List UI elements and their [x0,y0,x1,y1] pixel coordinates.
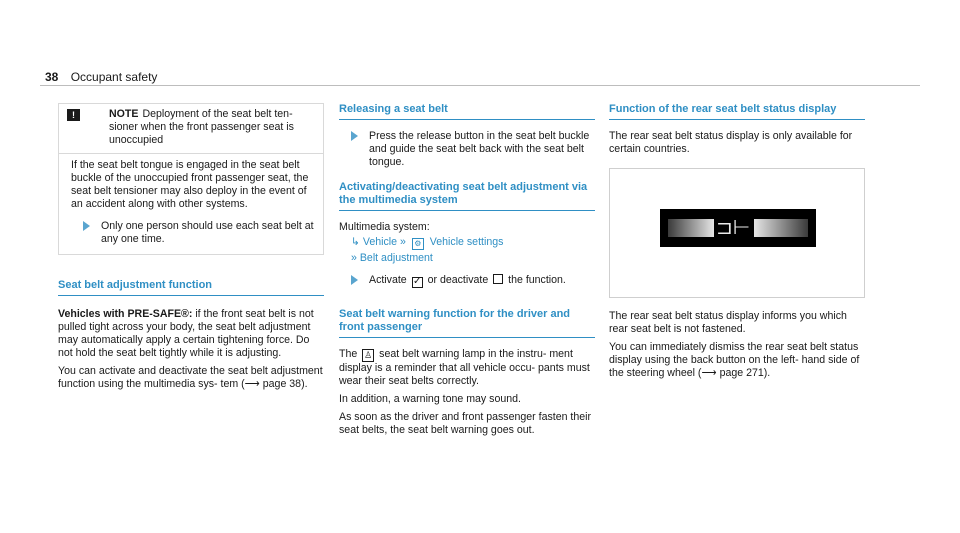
checkbox-empty-icon [493,274,503,284]
note-step-text: Only one person should use each seat belt at any one time. [101,220,314,245]
rear-belt-status-figure [609,168,865,298]
para-warning-lamp [339,348,595,388]
settings-icon: ⚙ [412,238,424,250]
path-chevron-icon: » [351,252,357,264]
column-3 [609,103,865,385]
path-vehicle-settings: Vehicle settings [429,236,504,248]
warning-icon: ! [67,109,80,121]
note-step [71,220,315,246]
column-2 [339,103,595,442]
step-activate-b: or deactivate [427,274,489,286]
note-box [58,103,324,255]
para-activate: You can activate and deactivate the seat belt adjustment function using the multimedia sys- tem (⟶ page 38). [58,365,323,390]
seat-belt-status-image [660,209,816,247]
step-arrow-icon [351,275,358,285]
step-activate-a: Activate [369,274,407,286]
buckle-icon: ⊐⊢ [716,217,751,239]
heading-rear-status: Function of the rear seat belt status display [609,103,865,120]
path-belt-adjustment: Belt adjustment [359,252,433,264]
step-activate [339,274,595,288]
step-arrow-icon [351,131,358,141]
heading-warning-function: Seat belt warning function for the driver and front passenger [339,308,595,338]
section-title: Occupant safety [70,70,158,84]
note-body-text: If the seat belt tongue is engaged in the seat belt buckle of the unoccupied front passenger seat, the seat belt tensioner may also deploy in the event of an accident along with other systems. [71,159,309,210]
column-1 [58,103,324,396]
para-pre-safe [58,308,324,360]
para-pre-safe-bold: Vehicles with PRE-SAFE®: [58,308,193,320]
para-warning-off: As soon as the driver and front passenger fasten their seat belts, the seat belt warning goes out. [339,411,592,436]
para-warning-tone: In addition, a warning tone may sound. [339,393,521,405]
menu-path-2 [339,252,595,265]
step-release-text: Press the release button in the seat belt buckle and guide the seat belt back with the seat belt tongue. [369,130,590,168]
step-release [339,130,595,169]
para-status-dismiss: You can immediately dismiss the rear seat belt status display using the back button on the left- hand side of the steering wheel (⟶ page 271). [609,341,860,379]
multimedia-label: Multimedia system: [339,221,430,233]
para-pre-safe-rest: if the front seat belt is not pulled tight across your body, the seat belt adjustment may automatically apply a certain tightening force. Do not hold the seat belt tightly while it is adjusting. [58,308,314,359]
seat-belt-warning-icon: ♙ [364,350,373,360]
page-header [45,70,157,84]
heading-activating: Activating/deactivating seat belt adjustment via the multimedia system [339,181,595,211]
path-chevron-icon: » [399,236,406,248]
para-warning-lamp-b: seat belt warning lamp in the instru- ment display is a reminder that all vehicle occu- pants must wear their seat belts correctly. [339,348,590,387]
note-label: NOTE [109,108,139,120]
step-activate-c: the function. [508,274,566,286]
path-arrow-icon: ↳ [351,236,360,248]
path-vehicle: Vehicle [362,236,398,248]
heading-releasing: Releasing a seat belt [339,103,595,120]
note-title: Deployment of the seat belt ten- sioner when the front passenger seat is unoccupied [109,108,294,146]
menu-path [339,236,595,250]
checkbox-checked-icon: ✓ [412,276,422,287]
para-status-informs: The rear seat belt status display informs you which rear seat belt is not fastened. [609,310,847,335]
step-arrow-icon [83,221,90,231]
header-divider [40,85,920,86]
page-number: 38 [45,70,59,84]
heading-belt-adjustment: Seat belt adjustment function [58,279,324,296]
para-availability: The rear seat belt status display is only available for certain countries. [609,130,853,155]
para-warning-lamp-a: The [339,348,358,360]
